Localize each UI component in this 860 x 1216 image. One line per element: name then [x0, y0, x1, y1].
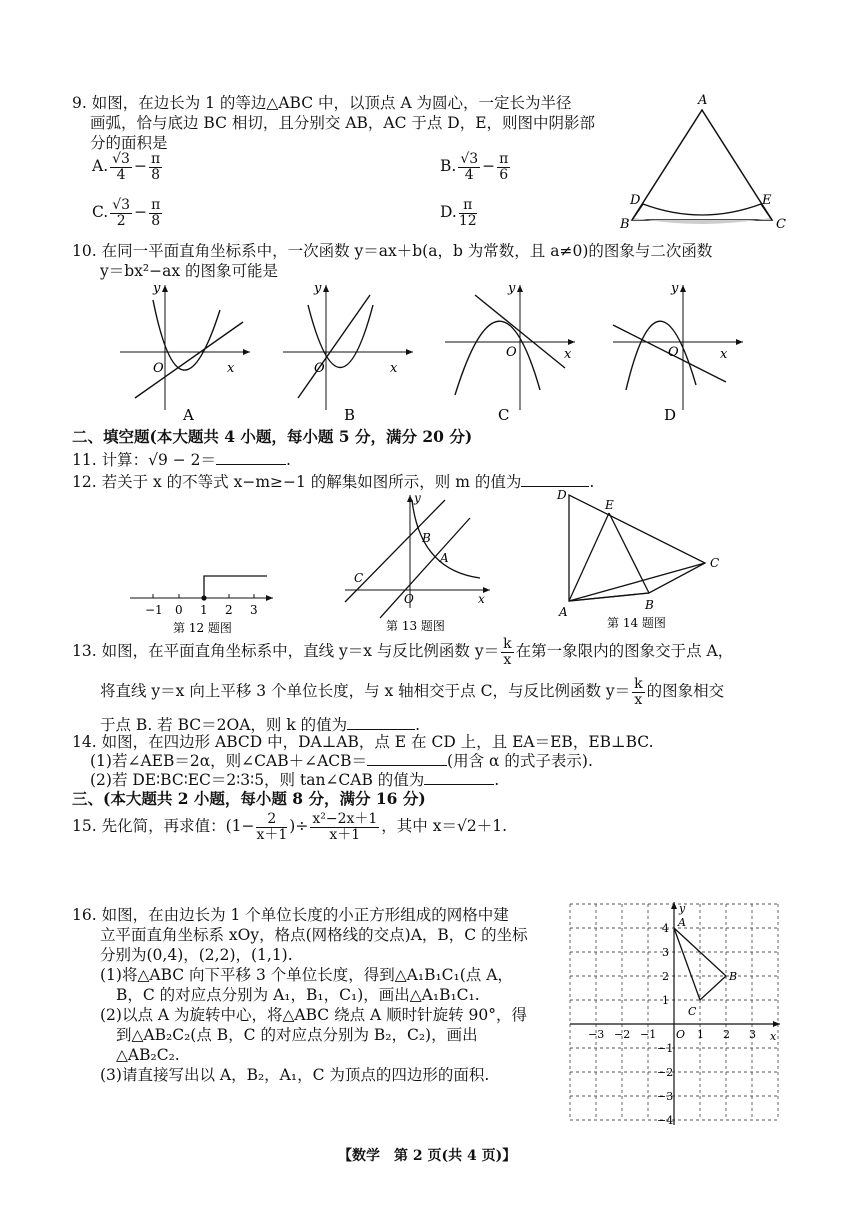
q10-line1: 10. 在同一平面直角坐标系中，一次函数 y＝ax＋b(a，b 为常数，且 a≠0)的图象与二次函数 — [72, 242, 713, 260]
q9-line3: 分的面积是 — [90, 134, 168, 152]
q16-line8: △AB₂C₂. — [116, 1046, 180, 1064]
q16-line1: 16. 如图，在由边长为 1 个单位长度的小正方形组成的网格中建 — [72, 906, 509, 924]
q16-line9: (3)请直接写出以 A，B₂，A₁，C 为顶点的四边形的面积. — [100, 1066, 490, 1084]
fig9-label-b: B — [620, 217, 630, 232]
svg-text:y: y — [679, 902, 686, 915]
fig9-label-a: A — [698, 93, 708, 108]
q16-line5: B，C 的对应点分别为 A₁，B₁，C₁)，画出△A₁B₁C₁. — [116, 986, 480, 1004]
svg-text:O: O — [668, 345, 679, 360]
q10-graph-d — [608, 280, 748, 425]
svg-text:1: 1 — [697, 1028, 704, 1041]
svg-text:A: A — [678, 916, 686, 929]
q9-option-d: D. $\frac{\pi}{12}$ — [440, 197, 477, 229]
svg-text:−3: −3 — [588, 1028, 605, 1041]
q10-label-a: A — [183, 406, 194, 424]
svg-text:4: 4 — [662, 922, 669, 935]
svg-text:C: C — [710, 556, 720, 570]
svg-text:A: A — [559, 605, 568, 619]
fig12-number-line — [125, 560, 275, 635]
svg-text:D: D — [557, 488, 567, 502]
q16-line3: 分别为(0,4)，(2,2)，(1,1). — [100, 946, 293, 964]
q9-option-c: C. $\frac{√3}{2}$ − $\frac{\pi}{8}$ — [92, 197, 161, 229]
svg-text:−1: −1 — [657, 1042, 674, 1055]
svg-text:−2: −2 — [657, 1066, 674, 1079]
svg-text:2: 2 — [662, 970, 669, 983]
q11: 11. 计算：√9 − 2＝ . — [72, 451, 291, 469]
svg-text:3: 3 — [250, 603, 258, 617]
svg-text:−2: −2 — [614, 1028, 631, 1041]
q10-label-c: C — [498, 406, 510, 424]
svg-text:x: x — [227, 361, 235, 376]
svg-text:B: B — [645, 598, 654, 612]
q15: 15. 先化简，再求值：(1− $\frac{2}{x+1}$ )÷ $\frac{\text{x²−2x＋1}}{x+1}$ ，其中 x＝√2＋1. — [72, 811, 507, 843]
q10-line2: y＝bx²−ax 的图象可能是 — [100, 262, 279, 280]
q13-line1: 13. 如图，在平面直角坐标系中，直线 y＝x 与反比例函数 y＝ $\frac{k}{x}$ 在第一象限内的图象交于点 A， — [72, 636, 734, 668]
svg-text:x: x — [770, 1030, 777, 1043]
svg-text:C: C — [354, 571, 364, 585]
svg-text:−1: −1 — [640, 1028, 657, 1041]
fig13-caption: 第 13 题图 — [386, 619, 445, 633]
svg-text:A: A — [440, 551, 449, 565]
q9-triangle-figure — [620, 92, 790, 237]
q13-line3: 于点 B. 若 BC＝2OA，则 k 的值为 . — [100, 716, 421, 734]
q16-coordinate-grid — [568, 900, 783, 1130]
svg-text:3: 3 — [662, 946, 669, 959]
fig14-caption: 第 14 题图 — [607, 616, 666, 630]
section3-heading: 三、(本大题共 2 小题，每小题 8 分，满分 16 分) — [72, 789, 426, 808]
q16-line4: (1)将△ABC 向下平移 3 个单位长度，得到△A₁B₁C₁(点 A， — [100, 966, 513, 984]
svg-text:−4: −4 — [657, 1114, 674, 1127]
q9-line1: 9. 如图，在边长为 1 的等边△ABC 中，以顶点 A 为圆心，一定长为半径 — [72, 94, 572, 112]
q9-line2: 画弧，恰与底边 BC 相切，且分别交 AB，AC 于点 D，E，则图中阴影部 — [90, 114, 596, 132]
svg-text:x: x — [478, 592, 485, 606]
svg-text:y: y — [414, 491, 421, 505]
q14-line1: 14. 如图，在四边形 ABCD 中，DA⊥AB，点 E 在 CD 上，且 EA＝EB，EB⊥BC. — [72, 733, 654, 751]
svg-text:3: 3 — [749, 1028, 756, 1041]
svg-text:O: O — [153, 361, 164, 376]
fig9-label-d: D — [630, 193, 641, 208]
svg-text:C: C — [688, 1005, 697, 1018]
svg-text:E: E — [605, 498, 614, 512]
svg-text:O: O — [314, 361, 325, 376]
q14-line3: (2)若 DE∶BC∶EC＝2∶3∶5，则 tan∠CAB 的值为 . — [90, 771, 500, 789]
q14-line2: (1)若∠AEB＝2α，则∠CAB＋∠ACB＝ (用含 α 的式子表示). — [90, 752, 593, 770]
q13-line2: 将直线 y＝x 向上平移 3 个单位长度，与 x 轴相交于点 C，与反比例函数 y＝ $\frac{k}{x}$ 的图象相交 — [100, 676, 725, 708]
svg-text:O: O — [676, 1028, 686, 1041]
fig14-quadrilateral — [555, 485, 730, 635]
q9-option-b: B. $\frac{√3}{4}$ − $\frac{\pi}{6}$ — [440, 151, 509, 183]
page-footer: 【数学 第 2 页(共 4 页)】 — [338, 1148, 517, 1164]
section2-heading: 二、填空题(本大题共 4 小题，每小题 5 分，满分 20 分) — [72, 427, 473, 446]
svg-text:−3: −3 — [657, 1090, 674, 1103]
q10-graph-b — [278, 280, 418, 425]
svg-text:x: x — [390, 361, 398, 376]
q9-option-a: A. $\frac{√3}{4}$ − $\frac{\pi}{8}$ — [92, 151, 161, 183]
svg-text:y: y — [671, 281, 679, 296]
svg-text:B: B — [729, 970, 738, 983]
fig9-label-c: C — [776, 217, 786, 232]
q16-line6: (2)以点 A 为旋转中心，将△ABC 绕点 A 顺时针旋转 90°，得 — [100, 1006, 528, 1024]
svg-text:1: 1 — [200, 603, 208, 617]
svg-text:2: 2 — [225, 603, 233, 617]
svg-text:0: 0 — [175, 603, 183, 617]
svg-text:O: O — [506, 345, 517, 360]
svg-text:O: O — [404, 592, 414, 606]
fig9-label-e: E — [762, 193, 772, 208]
q10-graph-a — [115, 280, 255, 425]
svg-text:2: 2 — [723, 1028, 730, 1041]
q16-line7: 到△AB₂C₂(点 B，C 的对应点分别为 B₂，C₂)，画出 — [116, 1026, 478, 1044]
svg-text:y: y — [508, 281, 516, 296]
svg-text:B: B — [422, 531, 431, 545]
svg-text:y: y — [314, 281, 322, 296]
fig13-graph — [340, 490, 500, 635]
q10-graph-c — [440, 280, 580, 425]
q12: 12. 若关于 x 的不等式 x−m≥−1 的解集如图所示，则 m 的值为 . — [72, 473, 595, 491]
fig12-caption: 第 12 题图 — [173, 621, 232, 635]
svg-text:1: 1 — [662, 994, 669, 1007]
q16-line2: 立平面直角坐标系 xOy，格点(网格线的交点)A，B，C 的坐标 — [100, 926, 528, 944]
svg-text:−1: −1 — [145, 603, 163, 617]
svg-text:y: y — [153, 281, 161, 296]
q10-label-b: B — [344, 406, 356, 424]
svg-text:x: x — [720, 347, 728, 362]
svg-text:x: x — [564, 347, 572, 362]
q10-label-d: D — [664, 406, 677, 424]
